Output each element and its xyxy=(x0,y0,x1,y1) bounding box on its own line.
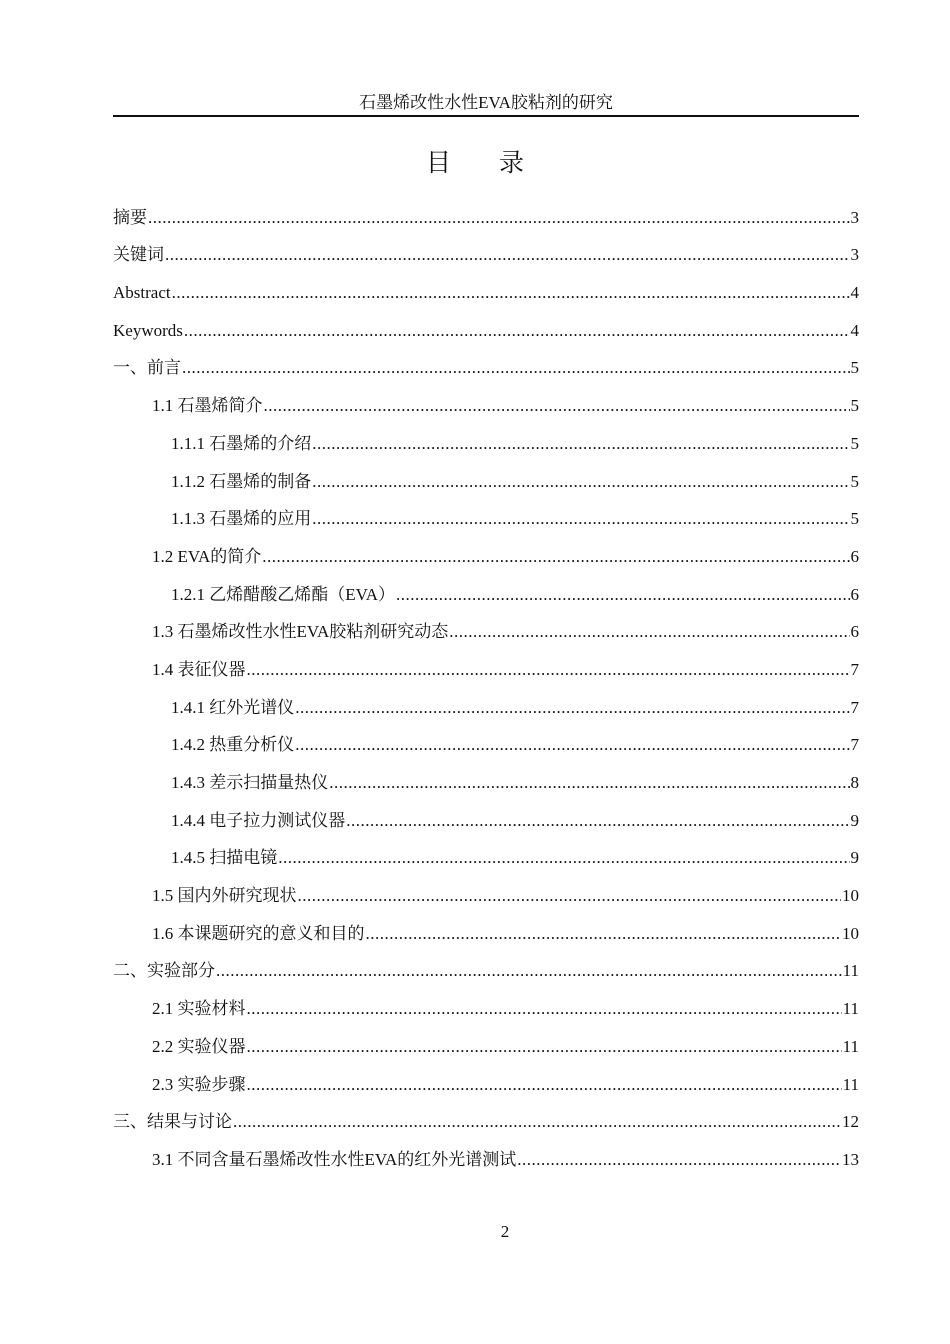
toc-entry-page: 12 xyxy=(842,1112,859,1132)
toc-entry[interactable] xyxy=(113,839,859,877)
toc-entry-page: 3 xyxy=(850,207,859,227)
toc-entry-page: 5 xyxy=(850,358,859,378)
toc-leader xyxy=(184,312,850,349)
toc-leader xyxy=(278,839,849,876)
toc-entry-page: 5 xyxy=(850,471,859,491)
toc-leader xyxy=(262,538,849,575)
toc-leader xyxy=(312,500,849,537)
toc-entry[interactable] xyxy=(113,1027,859,1065)
toc-entry-page: 5 xyxy=(850,509,859,529)
toc-entry-page: 6 xyxy=(850,546,859,566)
toc-entry-label: 1.2.1 乙烯醋酸乙烯酯（EVA） xyxy=(171,584,395,604)
toc-entry[interactable] xyxy=(113,311,859,349)
toc-leader xyxy=(295,726,849,763)
toc-title xyxy=(0,148,950,180)
toc-entry-page: 3 xyxy=(850,245,859,265)
toc-entry-page: 7 xyxy=(850,659,859,679)
toc-leader xyxy=(148,199,850,236)
toc-entry[interactable] xyxy=(113,386,859,424)
toc-leader xyxy=(298,877,842,914)
toc-entry[interactable] xyxy=(113,1103,859,1141)
toc-entry-label: 1.4.1 红外光谱仪 xyxy=(171,697,295,717)
toc-entry-page: 5 xyxy=(850,433,859,453)
toc-leader xyxy=(396,576,850,613)
toc-leader xyxy=(165,236,850,273)
toc-leader xyxy=(517,1141,841,1178)
toc-entry[interactable] xyxy=(113,273,859,311)
toc-entry-label: 1.5 国内外研究现状 xyxy=(152,886,297,906)
toc-entry-page: 6 xyxy=(850,584,859,604)
header-rule xyxy=(113,115,859,117)
toc-entry-label: 1.4.4 电子拉力测试仪器 xyxy=(171,810,346,830)
toc-entry-label: 3.1 不同含量石墨烯改性水性EVA的红外光谱测试 xyxy=(152,1149,517,1169)
toc-entry[interactable] xyxy=(113,989,859,1027)
toc-entry-page: 7 xyxy=(850,735,859,755)
toc-entry-label: 1.4 表征仪器 xyxy=(152,659,246,679)
toc-leader xyxy=(182,349,850,386)
toc-entry-label: 2.2 实验仪器 xyxy=(152,1036,246,1056)
toc-entry-page: 8 xyxy=(850,773,859,792)
toc-entry-label: 1.4.5 扫描电镜 xyxy=(171,848,278,868)
toc-entry-page: 9 xyxy=(850,848,859,868)
toc-entry[interactable] xyxy=(113,236,859,274)
toc-leader xyxy=(449,613,849,650)
toc-entry-page: 13 xyxy=(842,1149,859,1169)
toc-entry-label: 1.3 石墨烯改性水性EVA胶粘剂研究动态 xyxy=(152,622,449,642)
toc-entry-label: 1.2 EVA的简介 xyxy=(152,546,262,566)
toc-entry-label: Abstract xyxy=(113,283,171,303)
toc-entry-page: 5 xyxy=(850,396,859,416)
toc-leader xyxy=(172,274,850,311)
toc-entry-page: 6 xyxy=(850,622,859,642)
toc-entry-page: 10 xyxy=(842,886,859,906)
toc-entry-page: 11 xyxy=(842,961,859,981)
toc-entry-page: 4 xyxy=(850,283,859,303)
toc-entry-label: 1.1.3 石墨烯的应用 xyxy=(171,509,312,529)
toc-leader xyxy=(247,1066,842,1103)
toc-entry[interactable] xyxy=(113,613,859,651)
toc-entry[interactable] xyxy=(113,952,859,990)
toc-leader xyxy=(247,651,850,688)
toc-entry-label: 1.1.1 石墨烯的介绍 xyxy=(171,433,312,453)
table-of-contents xyxy=(113,198,859,1178)
toc-leader xyxy=(312,425,849,462)
toc-entry[interactable] xyxy=(113,763,859,801)
toc-leader xyxy=(216,952,842,989)
toc-entry[interactable] xyxy=(113,726,859,764)
toc-entry-label: 关键词 xyxy=(113,245,164,265)
toc-entry-label: Keywords xyxy=(113,320,183,340)
toc-entry-label: 一、前言 xyxy=(113,358,181,378)
toc-entry[interactable] xyxy=(113,914,859,952)
toc-entry[interactable] xyxy=(113,424,859,462)
toc-entry-label: 1.6 本课题研究的意义和目的 xyxy=(152,923,365,943)
toc-entry-label: 三、结果与讨论 xyxy=(113,1112,232,1132)
toc-entry[interactable] xyxy=(113,801,859,839)
toc-entry[interactable] xyxy=(113,537,859,575)
toc-leader xyxy=(247,1028,842,1065)
toc-entry-label: 1.1 石墨烯简介 xyxy=(152,396,263,416)
toc-entry[interactable] xyxy=(113,462,859,500)
toc-leader xyxy=(346,802,849,839)
toc-entry-page: 4 xyxy=(850,320,859,340)
toc-leader xyxy=(233,1103,841,1140)
toc-leader xyxy=(264,387,850,424)
toc-entry-label: 1.4.3 差示扫描量热仪 xyxy=(171,773,329,792)
toc-leader xyxy=(329,764,849,801)
toc-title-char-1: 目 xyxy=(425,150,451,177)
toc-entry-page: 10 xyxy=(842,923,859,943)
toc-entry[interactable] xyxy=(113,198,859,236)
toc-entry-page: 9 xyxy=(850,810,859,830)
toc-entry[interactable] xyxy=(113,876,859,914)
toc-entry[interactable] xyxy=(113,349,859,387)
running-header-title: 石墨烯改性水性EVA胶粘剂的研究 xyxy=(359,93,613,112)
toc-title-char-2: 录 xyxy=(499,150,525,177)
toc-entry-page: 11 xyxy=(842,1074,859,1094)
toc-entry[interactable] xyxy=(113,500,859,538)
toc-entry-label: 2.3 实验步骤 xyxy=(152,1074,246,1094)
toc-leader xyxy=(366,915,842,952)
toc-leader xyxy=(312,463,849,500)
toc-entry-page: 11 xyxy=(842,1036,859,1056)
toc-entry-page: 7 xyxy=(850,697,859,717)
toc-entry[interactable] xyxy=(113,575,859,613)
toc-entry[interactable] xyxy=(113,1065,859,1103)
toc-entry-label: 二、实验部分 xyxy=(113,961,215,981)
toc-entry-label: 1.4.2 热重分析仪 xyxy=(171,735,295,755)
toc-entry-label: 1.1.2 石墨烯的制备 xyxy=(171,471,312,491)
toc-entry-label: 摘要 xyxy=(113,207,147,227)
toc-leader xyxy=(295,689,849,726)
toc-leader xyxy=(247,990,842,1027)
page-number: 2 xyxy=(500,1222,510,1241)
toc-entry[interactable] xyxy=(113,1140,859,1178)
toc-entry[interactable] xyxy=(113,650,859,688)
toc-entry[interactable] xyxy=(113,688,859,726)
toc-entry-page: 11 xyxy=(842,999,859,1019)
toc-entry-label: 2.1 实验材料 xyxy=(152,999,246,1019)
